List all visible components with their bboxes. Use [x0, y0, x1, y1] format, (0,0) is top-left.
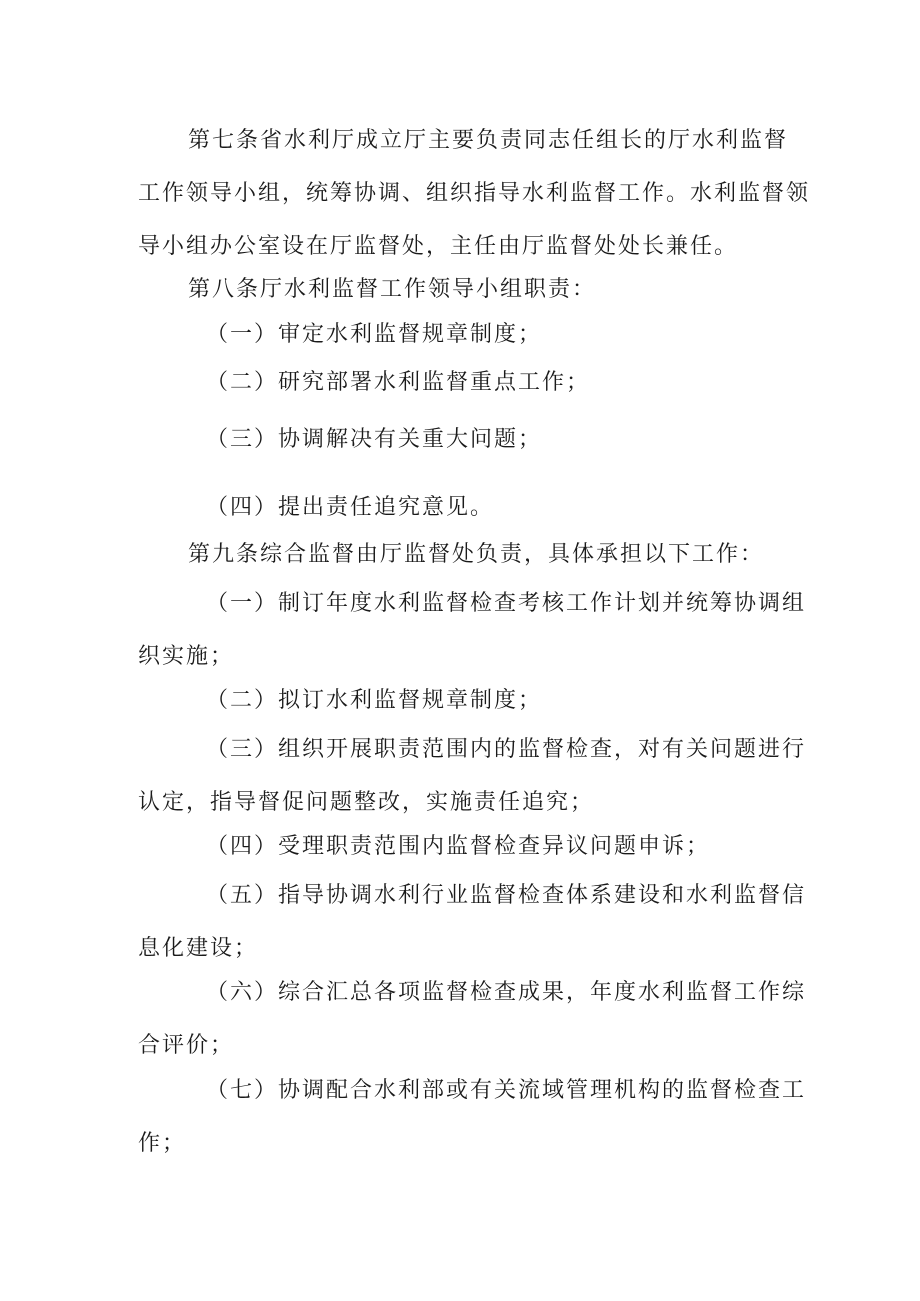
- article-8-item-4: （四）提出责任追究意见。: [206, 495, 495, 520]
- article-8-item-3: （三）协调解决有关重大问题；: [206, 427, 543, 452]
- article-8-item-1: （一）审定水利监督规章制度；: [206, 322, 543, 347]
- article-9-item-2: （二）拟订水利监督规章制度；: [206, 688, 543, 713]
- article-8-item-2: （二）研究部署水利监督重点工作；: [206, 370, 591, 395]
- article-9-item-1: （一）制订年度水利监督检查考核工作计划并统筹协调组织实施；: [138, 591, 807, 669]
- article-9-paragraph: 第九条综合监督由厅监督处负责，具体承担以下工作：: [188, 542, 765, 567]
- article-9-item-6: （六）综合汇总各项监督检查成果，年度水利监督工作综合评价；: [138, 980, 807, 1058]
- article-9-item-4: （四）受理职责范围内监督检查异议问题申诉；: [206, 834, 711, 859]
- article-9-item-3: （三）组织开展职责范围内的监督检查，对有关问题进行认定，指导督促问题整改，实施责任追究；: [138, 737, 807, 815]
- article-9-item-5: （五）指导协调水利行业监督检查体系建设和水利监督信息化建设；: [138, 883, 807, 961]
- article-7-paragraph: 第七条省水利厅成立厅主要负责同志任组长的厅水利监督工作领导小组，统筹协调、组织指导水利监督工作。水利监督领导小组办公室设在厅监督处，主任由厅监督处处长兼任。: [138, 128, 811, 259]
- article-9-item-7: （七）协调配合水利部或有关流域管理机构的监督检查工作；: [138, 1078, 807, 1156]
- article-8-paragraph: 第八条厅水利监督工作领导小组职责：: [188, 277, 597, 302]
